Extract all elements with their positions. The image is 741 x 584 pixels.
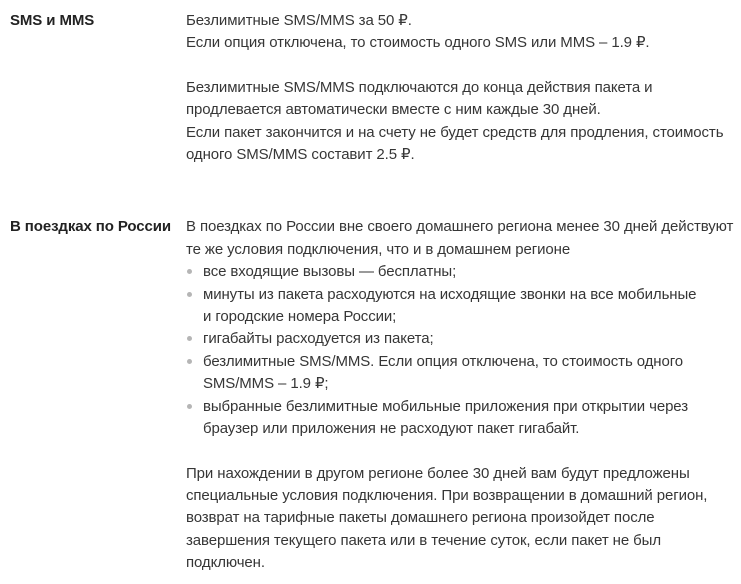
- text-line: подключен.: [186, 554, 265, 572]
- text-line: Если опция отключена, то стоимость одного SMS или MMS – 1.9 ₽.: [186, 34, 650, 52]
- text-line: Если пакет закончится и на счету не будет средств для продления, стоимость: [186, 123, 724, 141]
- text-line: одного SMS/MMS составит 2.5 ₽.: [186, 146, 415, 164]
- bullet-list: [186, 261, 731, 440]
- paragraph: [186, 216, 734, 261]
- text-line: гигабайты расходуется из пакета;: [203, 330, 434, 348]
- bullet-list-item: [186, 261, 731, 283]
- paragraph: [186, 10, 731, 55]
- paragraph: [186, 77, 731, 167]
- text-line: браузер или приложения не расходуют пакет гигабайт.: [203, 420, 580, 438]
- text-line: все входящие вызовы — бесплатны;: [203, 263, 457, 281]
- section-title: В поездках по России: [10, 218, 172, 236]
- tariff-sections: [10, 10, 734, 575]
- text-line: Безлимитные SMS/MMS за 50 ₽.: [186, 12, 412, 29]
- bullet-dot-icon: [187, 292, 192, 297]
- bullet-list-item: [186, 396, 731, 441]
- text-line: При нахождении в другом регионе более 30 дней вам будут предложены: [186, 464, 690, 482]
- bullet-list-item: [186, 351, 731, 396]
- bullet-dot-icon: [187, 269, 192, 274]
- text-line: безлимитные SMS/MMS. Если опция отключена, то стоимость одного: [203, 352, 683, 370]
- bullet-dot-icon: [187, 404, 192, 409]
- text-line: возврат на тарифные пакеты домашнего региона произойдет после: [186, 509, 655, 527]
- section-content: [186, 216, 734, 574]
- bullet-list-item: [186, 284, 731, 329]
- paragraph: [186, 463, 731, 575]
- text-line: и городские номера России;: [203, 308, 397, 326]
- section-title: SMS и MMS: [10, 12, 95, 29]
- text-line: выбранные безлимитные мобильные приложения при открытии через: [203, 397, 688, 415]
- text-line: В поездках по России вне своего домашнего региона менее 30 дней действуют: [186, 218, 734, 236]
- bullet-dot-icon: [187, 359, 192, 364]
- tariff-section: [10, 216, 734, 574]
- text-line: завершения текущего пакета или в течение суток, если пакет не был: [186, 531, 661, 549]
- text-line: продлевается автоматически вместе с ним каждые 30 дней.: [186, 101, 601, 119]
- bullet-list-item: [186, 328, 731, 350]
- bullet-dot-icon: [187, 336, 192, 341]
- text-line: те же условия подключения, что и в домашнем регионе: [186, 240, 571, 258]
- text-line: минуты из пакета расходуются на исходящие звонки на все мобильные: [203, 285, 697, 303]
- section-content: [186, 10, 731, 166]
- text-line: SMS/MMS – 1.9 ₽;: [203, 375, 329, 393]
- tariff-section: [10, 10, 731, 166]
- text-line: Безлимитные SMS/MMS подключаются до конца действия пакета и: [186, 78, 653, 96]
- text-line: специальные условия подключения. При возвращении в домашний регион,: [186, 486, 708, 504]
